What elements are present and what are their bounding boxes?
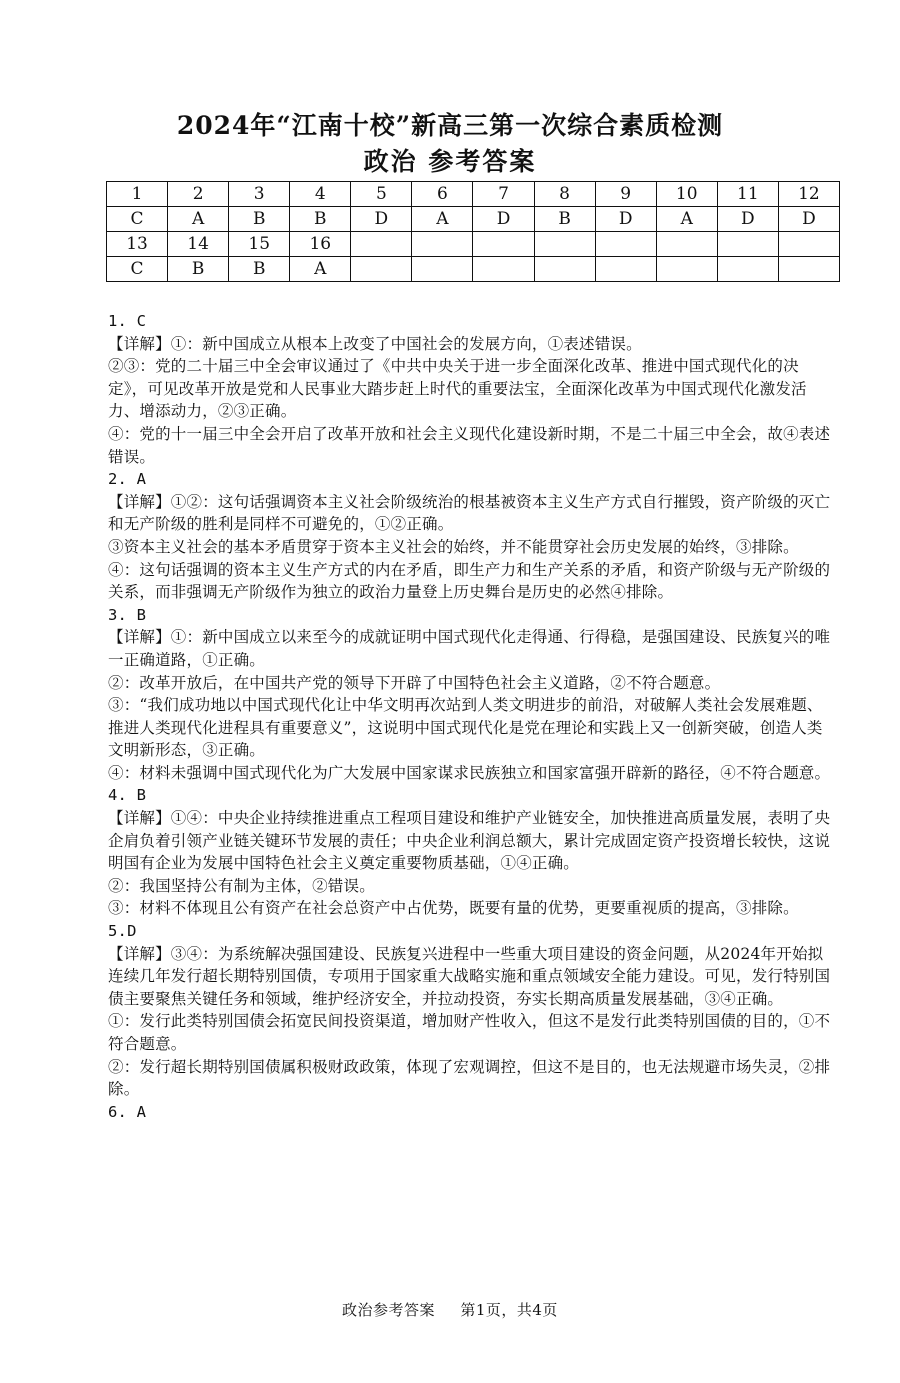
explanation-paragraph: 【详解】①：新中国成立从根本上改变了中国社会的发展方向，①表述错误。 <box>108 334 642 353</box>
answer-cell: D <box>473 207 534 232</box>
answer-cell: D <box>351 207 412 232</box>
question-number-cell: 12 <box>778 182 839 207</box>
question-number-cell: 13 <box>107 232 168 257</box>
explanation-paragraph: ②③：党的二十届三中全会审议通过了《中共中央关于进一步全面深化改革、推进中国式现代化的决定》，可见改革开放是党和人民事业大踏步赶上时代的重要法宝，全面深化改革为中国式现代化激发活力、增添动力，②③正确。 <box>108 357 807 421</box>
question-answer-heading: 3. B <box>108 605 147 624</box>
question-number-cell: 15 <box>229 232 290 257</box>
question-number-cell: 9 <box>595 182 656 207</box>
answer-cell: A <box>168 207 229 232</box>
answer-cell: D <box>717 207 778 232</box>
answer-cell <box>534 257 595 282</box>
explanation-paragraph: ④：材料未强调中国式现代化为广大发展中国家谋求民族独立和国家富强开辟新的路径，④不符合题意。 <box>108 763 831 782</box>
explanation-body <box>108 310 838 1123</box>
question-answer-heading: 5.D <box>108 922 137 941</box>
answer-cell: B <box>534 207 595 232</box>
explanation-paragraph: ③：“我们成功地以中国式现代化让中华文明再次站到人类文明进步的前沿，对破解人类社会发展难题、推进人类现代化进程具有重要意义”，这说明中国式现代化是党在理论和实践上又一创新突破，创造人类文明新形态，③正确。 <box>108 696 823 760</box>
answer-row <box>107 207 840 232</box>
question-answer-heading: 4. B <box>108 786 147 805</box>
explanation-paragraph: ②：我国坚持公有制为主体，②错误。 <box>108 876 375 895</box>
answer-cell: B <box>290 207 351 232</box>
answer-cell: B <box>229 257 290 282</box>
answer-cell <box>717 257 778 282</box>
explanation-paragraph: 【详解】①②：这句话强调资本主义社会阶级统治的根基被资本主义生产方式自行摧毁，资产阶级的灭亡和无产阶级的胜利是同样不可避免的，①②正确。 <box>108 492 831 534</box>
question-number-cell: 2 <box>168 182 229 207</box>
explanation-paragraph: 【详解】①：新中国成立以来至今的成就证明中国式现代化走得通、行得稳，是强国建设、民族复兴的唯一正确道路，①正确。 <box>108 628 831 669</box>
question-number-row <box>107 232 840 257</box>
explanation-paragraph: 【详解】①④：中央企业持续推进重点工程项目建设和维护产业链安全，加快推进高质量发展，表明了央企肩负着引领产业链关键环节发展的责任；中央企业利润总额大，累计完成固定资产投资增长较快，这说明国有企业为发展中国特色社会主义奠定重要物质基础，①④正确。 <box>108 809 831 873</box>
question-number-cell <box>656 232 717 257</box>
page-subtitle: 政治 参考答案 <box>363 147 537 176</box>
question-answer-heading: 1. C <box>108 312 147 330</box>
answer-cell <box>473 257 534 282</box>
answer-key-table <box>106 181 840 282</box>
answer-cell: C <box>107 257 168 282</box>
explanation-paragraph: ②：发行超长期特别国债属积极财政政策，体现了宏观调控，但这不是目的，也无法规避市场失灵，②排除。 <box>108 1057 831 1099</box>
answer-cell <box>656 257 717 282</box>
explanation-paragraph: ③资本主义社会的基本矛盾贯穿于资本主义社会的始终，并不能贯穿社会历史发展的始终，③排除。 <box>108 537 799 556</box>
question-number-cell <box>534 232 595 257</box>
explanation-paragraph: ②：改革开放后，在中国共产党的领导下开辟了中国特色社会主义道路，②不符合题意。 <box>108 673 721 692</box>
answer-cell: D <box>778 207 839 232</box>
question-number-cell: 6 <box>412 182 473 207</box>
question-number-cell: 14 <box>168 232 229 257</box>
question-number-cell <box>412 232 473 257</box>
explanation-paragraph: ③：材料不体现且公有资产在社会总资产中占优势，既要有量的优势，更要重视质的提高，③排除。 <box>108 899 799 918</box>
explanation-paragraph: ④：党的十一届三中全会开启了改革开放和社会主义现代化建设新时期，不是二十届三中全会，故④表述错误。 <box>108 424 831 466</box>
answer-cell: A <box>656 207 717 232</box>
question-number-cell: 16 <box>290 232 351 257</box>
explanation-paragraph: ①：发行此类特别国债会拓宽民间投资渠道，增加财产性收入，但这不是发行此类特别国债的目的，①不符合题意。 <box>108 1012 831 1053</box>
answer-cell <box>412 257 473 282</box>
answer-cell <box>595 257 656 282</box>
answer-cell <box>778 257 839 282</box>
question-number-cell <box>473 232 534 257</box>
question-number-cell: 3 <box>229 182 290 207</box>
question-number-cell <box>778 232 839 257</box>
question-number-cell: 8 <box>534 182 595 207</box>
question-number-row <box>107 182 840 207</box>
answer-cell <box>351 257 412 282</box>
answer-cell: A <box>412 207 473 232</box>
question-answer-heading: 6. A <box>108 1102 147 1121</box>
question-number-cell <box>717 232 778 257</box>
explanation-paragraph: 【详解】③④：为系统解决强国建设、民族复兴进程中一些重大项目建设的资金问题，从2024年开始拟连续几年发行超长期特别国债，专项用于国家重大战略实施和重点领域安全能力建设。可见，发行特别国债主要聚焦关键任务和领域，维护经济安全，并拉动投资，夯实长期高质量发展基础，③④正确。 <box>108 944 831 1008</box>
page-title: 2024年“江南十校”新高三第一次综合素质检测 <box>176 111 724 140</box>
question-number-cell: 5 <box>351 182 412 207</box>
explanation-paragraph: ④：这句话强调的资本主义生产方式的内在矛盾，即生产力和生产关系的矛盾，和资产阶级与无产阶级的关系，而非强调无产阶级作为独立的政治力量登上历史舞台是历史的必然④排除。 <box>108 560 831 602</box>
question-number-cell: 4 <box>290 182 351 207</box>
page-footer <box>0 1299 900 1320</box>
footer-page-info: 第1页，共4页 <box>460 1301 558 1319</box>
question-number-cell <box>351 232 412 257</box>
answer-cell: A <box>290 257 351 282</box>
question-answer-heading: 2. A <box>108 470 147 489</box>
answer-cell: D <box>595 207 656 232</box>
footer-doc-name: 政治参考答案 <box>342 1301 436 1319</box>
question-number-cell <box>595 232 656 257</box>
question-number-cell: 10 <box>656 182 717 207</box>
question-number-cell: 7 <box>473 182 534 207</box>
answer-cell: B <box>168 257 229 282</box>
question-number-cell: 11 <box>717 182 778 207</box>
answer-cell: C <box>107 207 168 232</box>
question-number-cell: 1 <box>107 182 168 207</box>
answer-row <box>107 257 840 282</box>
answer-cell: B <box>229 207 290 232</box>
